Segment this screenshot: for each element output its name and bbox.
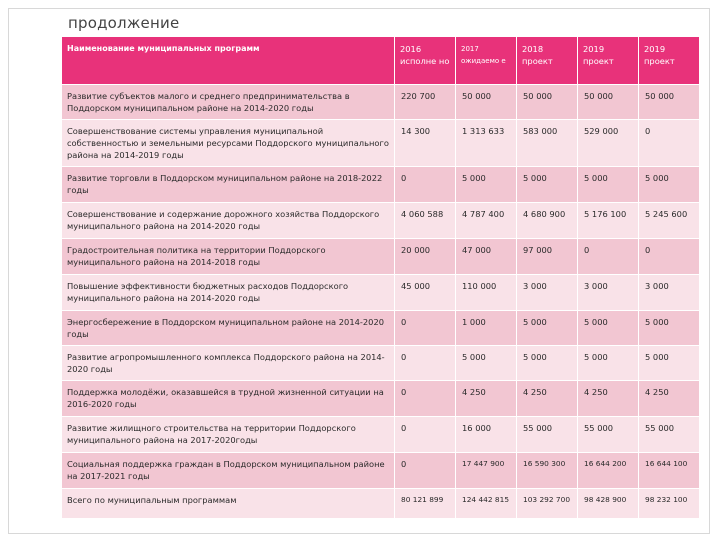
program-name: Энергосбережение в Поддорском муниципальном районе на 2014-2020 годы (62, 311, 395, 346)
programs-table (62, 37, 700, 519)
value-2019: 5 000 (578, 311, 639, 346)
value-2018: 97 000 (517, 239, 578, 275)
value-2019: 5 000 (578, 167, 639, 203)
value-2017: 1 313 633 (456, 120, 517, 167)
value-2018: 583 000 (517, 120, 578, 167)
value-2016: 0 (395, 311, 456, 346)
value-2019-b: 5 000 (639, 346, 700, 381)
value-2018: 50 000 (517, 85, 578, 120)
value-2019-b: 50 000 (639, 85, 700, 120)
value-2019-b: 5 245 600 (639, 203, 700, 239)
value-2017: 16 000 (456, 417, 517, 453)
header-2019: 2019 проект (578, 37, 639, 85)
value-2016: 0 (395, 381, 456, 417)
value-2019-b: 0 (639, 239, 700, 275)
header-program-name: Наименование муниципальных программ (62, 37, 395, 85)
program-name: Градостроительная политика на территории Поддорского муниципального района на 2014-2018 годы (62, 239, 395, 275)
header-2017: 2017 ожидаемо е (456, 37, 517, 85)
value-2019: 5 176 100 (578, 203, 639, 239)
value-2019-b: 3 000 (639, 275, 700, 311)
header-2019-b: 2019 проект (639, 37, 700, 85)
program-name: Развитие субъектов малого и среднего предпринимательства в Поддорском муниципальном районе на 2014-2020 годы (62, 85, 395, 120)
slide-title: продолжение (68, 14, 180, 32)
table-row (62, 239, 700, 275)
value-2018: 55 000 (517, 417, 578, 453)
table-row (62, 275, 700, 311)
value-2017: 110 000 (456, 275, 517, 311)
value-2019-b: 98 232 100 (639, 489, 700, 519)
program-name: Развитие жилищного строительства на территории Поддорского муниципального района на 2017-2020годы (62, 417, 395, 453)
program-name: Совершенствование и содержание дорожного хозяйства Поддорского муниципального района на 2014-2020 годы (62, 203, 395, 239)
table-row (62, 167, 700, 203)
value-2016: 14 300 (395, 120, 456, 167)
value-2019-b: 5 000 (639, 167, 700, 203)
header-2018: 2018 проект (517, 37, 578, 85)
value-2016: 0 (395, 453, 456, 489)
value-2017: 5 000 (456, 167, 517, 203)
value-2017: 4 787 400 (456, 203, 517, 239)
header-2016: 2016 исполне но (395, 37, 456, 85)
program-name: Развитие агропромышленного комплекса Поддорского района на 2014-2020 годы (62, 346, 395, 381)
value-2019: 55 000 (578, 417, 639, 453)
table-row (62, 417, 700, 453)
value-2019: 5 000 (578, 346, 639, 381)
value-2018: 5 000 (517, 311, 578, 346)
value-2019: 4 250 (578, 381, 639, 417)
value-2018: 4 680 900 (517, 203, 578, 239)
table-row (62, 381, 700, 417)
value-2018: 5 000 (517, 167, 578, 203)
value-2017: 5 000 (456, 346, 517, 381)
value-2019: 98 428 900 (578, 489, 639, 519)
value-2018: 4 250 (517, 381, 578, 417)
table-header-row (62, 37, 700, 85)
value-2016: 80 121 899 (395, 489, 456, 519)
value-2019: 50 000 (578, 85, 639, 120)
value-2016: 0 (395, 167, 456, 203)
value-2019-b: 5 000 (639, 311, 700, 346)
table-row (62, 346, 700, 381)
value-2017: 124 442 815 (456, 489, 517, 519)
value-2018: 16 590 300 (517, 453, 578, 489)
table-row (62, 85, 700, 120)
value-2016: 4 060 588 (395, 203, 456, 239)
value-2018: 5 000 (517, 346, 578, 381)
value-2017: 4 250 (456, 381, 517, 417)
program-name: Совершенствование системы управления муниципальной собственностью и земельными ресурсами Поддорского муниципального района на 2014-2019 годы (62, 120, 395, 167)
table-row (62, 453, 700, 489)
value-2017: 17 447 900 (456, 453, 517, 489)
value-2016: 220 700 (395, 85, 456, 120)
program-name: Поддержка молодёжи, оказавшейся в трудной жизненной ситуации на 2016-2020 годы (62, 381, 395, 417)
value-2018: 3 000 (517, 275, 578, 311)
value-2019: 3 000 (578, 275, 639, 311)
value-2017: 47 000 (456, 239, 517, 275)
value-2016: 0 (395, 346, 456, 381)
value-2019-b: 55 000 (639, 417, 700, 453)
table-row (62, 120, 700, 167)
value-2019-b: 4 250 (639, 381, 700, 417)
value-2016: 20 000 (395, 239, 456, 275)
value-2019-b: 16 644 100 (639, 453, 700, 489)
program-name: Всего по муниципальным программам (62, 489, 395, 519)
value-2016: 45 000 (395, 275, 456, 311)
table-row (62, 311, 700, 346)
value-2019-b: 0 (639, 120, 700, 167)
value-2019: 16 644 200 (578, 453, 639, 489)
value-2018: 103 292 700 (517, 489, 578, 519)
table-row (62, 203, 700, 239)
value-2019: 529 000 (578, 120, 639, 167)
program-name: Повышение эффективности бюджетных расходов Поддорского муниципального района на 2014-2020 годы (62, 275, 395, 311)
table-row-total (62, 489, 700, 519)
value-2017: 50 000 (456, 85, 517, 120)
program-name: Социальная поддержка граждан в Поддорском муниципальном районе на 2017-2021 годы (62, 453, 395, 489)
value-2019: 0 (578, 239, 639, 275)
program-name: Развитие торговли в Поддорском муниципальном районе на 2018-2022 годы (62, 167, 395, 203)
value-2016: 0 (395, 417, 456, 453)
value-2017: 1 000 (456, 311, 517, 346)
